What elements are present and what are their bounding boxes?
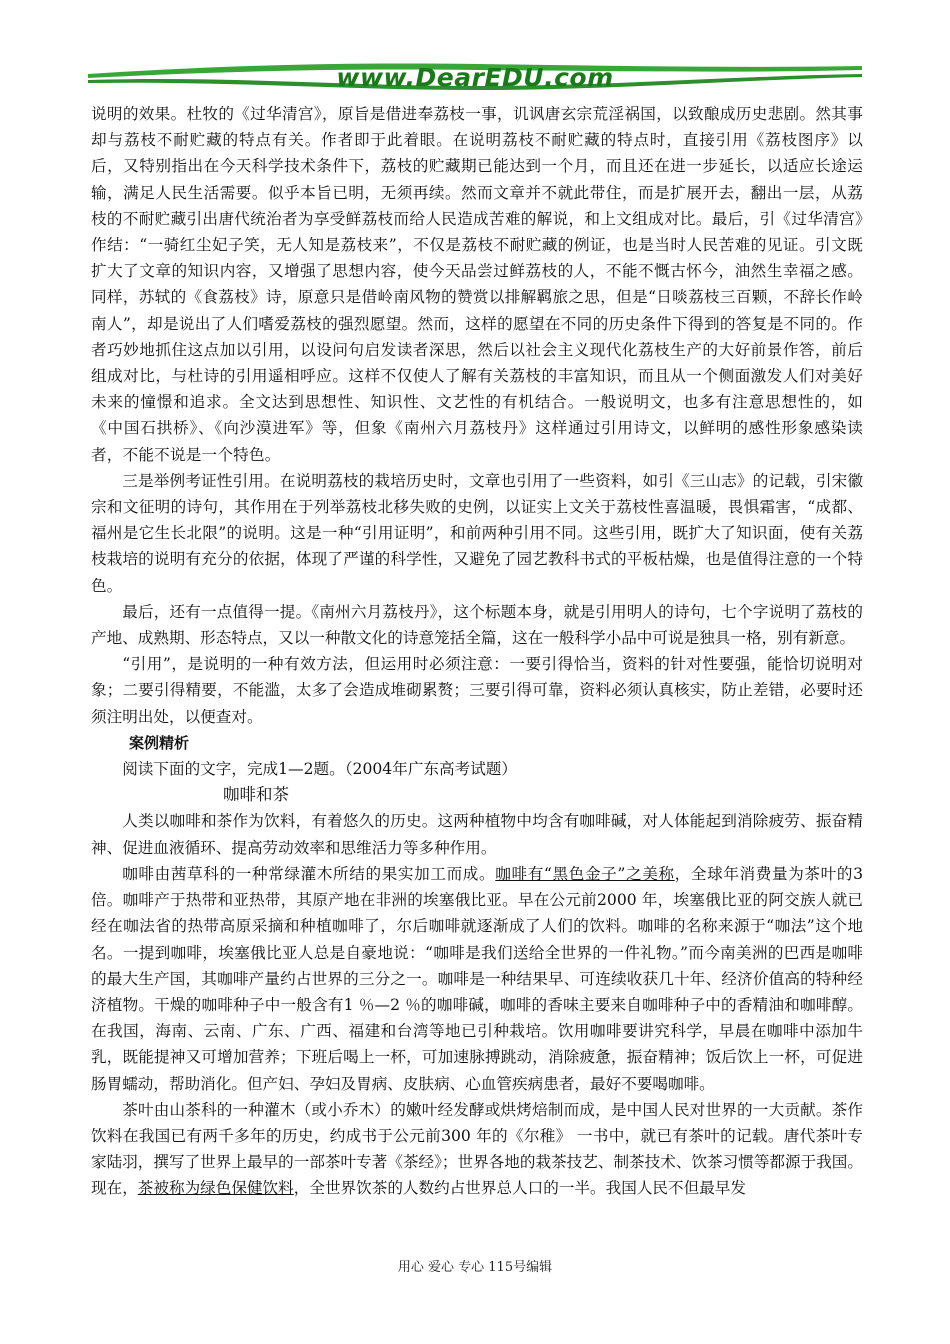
article-title: 咖啡和茶 xyxy=(223,785,289,805)
paragraph-title-note: 最后，还有一点值得一提。《南州六月荔枝丹》，这个标题本身，就是引用明人的诗句，七个字说明了荔枝的产地、成熟期、形态特点，又以一种散文化的诗意笼括全篇，这在一般科学小品中可说是独具一格，别有新意。 xyxy=(91,602,863,648)
coffee-text-before: 咖啡由茜草科的一种常绿灌木所结的果实加工而成。 xyxy=(122,864,496,883)
page-header xyxy=(88,56,862,96)
coffee-underlined-phrase: 咖啡有“黑色金子”之美称 xyxy=(495,864,675,883)
reading-instruction: 阅读下面的文字，完成1—2题。（2004年广东高考试题） xyxy=(122,760,517,779)
paragraph-example-citation: 三是举例考证性引用。在说明荔枝的栽培历史时，文章也引用了一些资料，如引《三山志》的记载，引宋徽宗和文征明的诗句，其作用在于列举荔枝北移失败的史例，以证实上文关于荔枝性喜温暖，畏惧霜害，“成都、福州是它生长北限”的说明。这是一种“引用证明”，和前两种引用不同。这些引用，既扩大了知识面，使有关荔枝栽培的说明有充分的依据，体现了严谨的科学性，又避免了园艺教科书式的平板枯燥，也是值得注意的一个特色。 xyxy=(91,471,863,595)
page-footer: 用心 爱心 专心 115号编辑 xyxy=(397,1260,553,1275)
article-paragraph-coffee xyxy=(91,861,863,1097)
document-body xyxy=(91,101,863,1202)
article-paragraph-tea xyxy=(91,1097,863,1202)
article-paragraph-intro: 人类以咖啡和茶作为饮料，有着悠久的历史。这两种植物中均含有咖啡碱，对人体能起到消除疲劳、振奋精神、促进血液循环、提高劳动效率和思维活力等多种作用。 xyxy=(91,812,863,857)
site-logo-text: www.DearEDU.com xyxy=(336,63,614,92)
section-title: 案例精析 xyxy=(129,733,190,752)
coffee-text-after: ，全球年消费量为茶叶的3 倍。咖啡产于热带和亚热带，其原产地在非洲的埃塞俄比亚。早在公元前2000 年，埃塞俄比亚的阿交族人就已经在咖法省的热带高原采摘和种植咖啡了，尔后咖啡就逐渐成了人们的饮料。咖啡的名称来源于“咖法”这个地名。一提到咖啡，埃塞俄比亚人总是自豪地说：“咖啡是我们送给全世界的一件礼物。”而今南美洲的巴西是咖啡的最大生产国，其咖啡产量约占世界的三分之一。咖啡是一种结果早、可连续收获几十年、经济价值高的特种经济植物。干燥的咖啡种子中一般含有1 ％—2 ％的咖啡碱，咖啡的香味主要来自咖啡种子中的香精油和咖啡醇。在我国，海南、云南、广东、广西、福建和台湾等地已引种栽培。饮用咖啡要讲究科学，早晨在咖啡中添加牛乳，既能提神又可增加营养；下班后喝上一杯，可加速脉搏跳动，消除疲惫，振奋精神；饭后饮上一杯，可促进肠胃蠕动，帮助消化。但产妇、孕妇及胃病、皮肤病、心血管疾病患者，最好不要喝咖啡。 xyxy=(91,864,863,1093)
tea-underlined-phrase: 茶被称为绿色保健饮料 xyxy=(137,1179,294,1198)
tea-text-after: ，全世界饮茶的人数约占世界总人口的一半。我国人民不但最早发 xyxy=(293,1179,746,1198)
tea-text-before: 茶叶由山茶科的一种灌木（或小乔木）的嫩叶经发酵或烘烤焙制而成，是中国人民对世界的一大贡献。茶作饮料在我国已有两千多年的历史，约成书于公元前300 年的《尔稚》 一书中，就已有茶叶的记载。唐代茶叶专家陆羽，撰写了世界上最早的一部茶叶专著《茶经》；世界各地的栽茶技艺、制茶技术、饮茶习惯等都源于我国。现在， xyxy=(91,1100,863,1198)
paragraph-citation-summary: “引用”，是说明的一种有效方法，但运用时必须注意：一要引得恰当，资料的针对性要强，能恰切说明对象；二要引得精要，不能滥，太多了会造成堆砌累赘；三要引得可靠，资料必须认真核实，防止差错，必要时还须注明出处，以便查对。 xyxy=(91,655,863,726)
paragraph-citation-effect: 说明的效果。杜牧的《过华清宫》，原旨是借进奉荔枝一事，讥讽唐玄宗荒淫祸国，以致酿成历史悲剧。然其事却与荔枝不耐贮藏的特点有关。作者即于此着眼。在说明荔枝不耐贮藏的特点时，直接引用《荔枝图序》以后，又特别指出在今天科学技术条件下，荔枝的贮藏期已能达到一个月，而且还在进一步延长，以适应长途运输，满足人民生活需要。似乎本旨已明，无须再续。然而文章并不就此带住，而是扩展开去，翻出一层，从荔枝的不耐贮藏引出唐代统治者为享受鲜荔枝而给人民造成苦难的解说，和上文组成对比。最后，引《过华清宫》作结：“一骑红尘妃子笑，无人知是荔枝来”，不仅是荔枝不耐贮藏的例证，也是当时人民苦难的见证。引文既扩大了文章的知识内容，又增强了思想内容，使今天品尝过鲜荔枝的人，不能不慨古怀今，油然生幸福之感。同样，苏轼的《食荔枝》诗，原意只是借岭南风物的赞赏以排解羁旅之思，但是“日啖荔枝三百颗，不辞长作岭南人”，却是说出了人们嗜爱荔枝的强烈愿望。然而，这样的愿望在不同的历史条件下得到的答复是不同的。作者巧妙地抓住这点加以引用，以设问句启发读者深思，然后以社会主义现代化荔枝生产的大好前景作答，前后组成对比，与杜诗的引用遥相呼应。这样不仅使人了解有关荔枝的丰富知识，而且从一个侧面激发人们对美好未来的憧憬和追求。全文达到思想性、知识性、文艺性的有机结合。一般说明文，也多有注意思想性的，如《中国石拱桥》、《向沙漠进军》等，但象《南州六月荔枝丹》这样通过引用诗文，以鲜明的感性形象感染读者，不能不说是一个特色。 xyxy=(91,105,863,464)
